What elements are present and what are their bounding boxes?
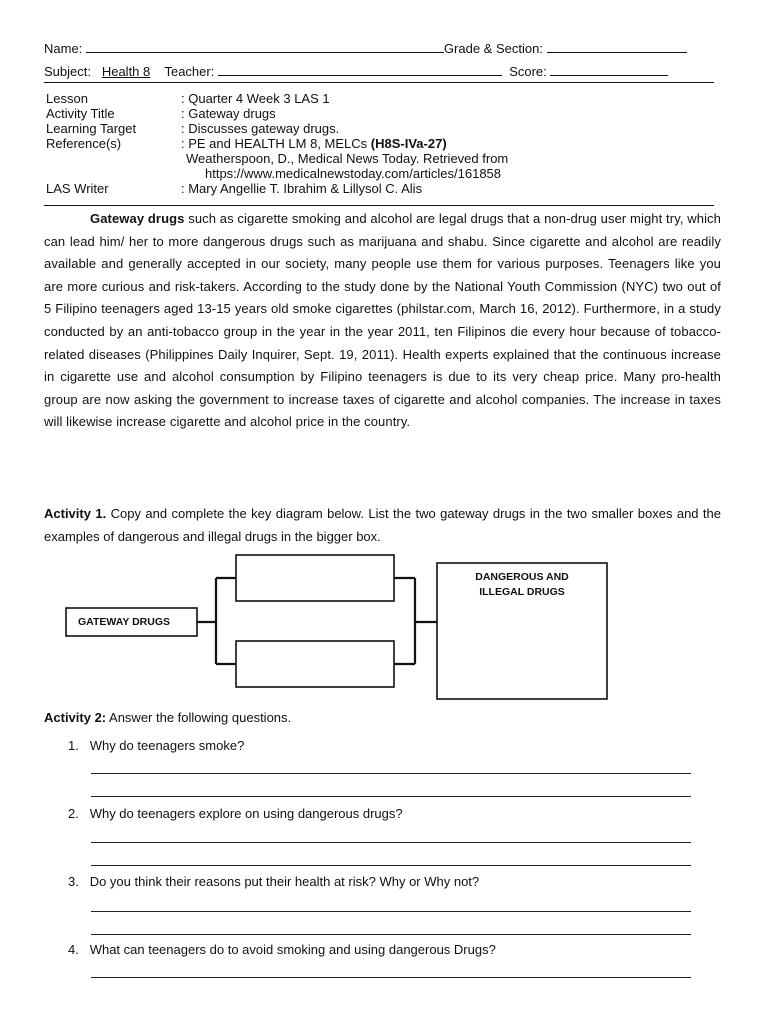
question-text: Why do teenagers explore on using dangerous drugs?	[89, 806, 403, 821]
lesson-value: : Quarter 4 Week 3 LAS 1	[181, 91, 330, 106]
question-text: Do you think their reasons put their health at risk? Why or Why not?	[89, 874, 480, 889]
references-value-1: : PE and HEALTH LM 8, MELCs	[181, 136, 368, 151]
dangerous-drugs-label-line1: DANGEROUS AND	[475, 571, 569, 583]
lesson-label: Lesson	[46, 91, 88, 106]
gateway-drug-box-2[interactable]	[236, 641, 394, 687]
answer-line[interactable]	[91, 773, 691, 774]
answer-line[interactable]	[91, 865, 691, 866]
question-number: 1.	[68, 738, 79, 753]
question-4	[68, 942, 496, 957]
dangerous-drugs-box[interactable]	[437, 563, 607, 699]
intro-bold-term: Gateway drugs	[90, 211, 185, 226]
question-text: Why do teenagers smoke?	[89, 738, 245, 753]
activity2-instructions	[44, 710, 291, 725]
question-number: 2.	[68, 806, 79, 821]
references-label: Reference(s)	[46, 136, 122, 151]
intro-body: such as cigarette smoking and alcohol are legal drugs that a non-drug user might try, which can lead him/ her to more dangerous drugs such as marijuana and shabu. Since cigarette and alcohol are readily available and generally accepted in our society, many people use them for various purposes. Teenagers like you are more curious and risk-takers. According to the study done by the National Youth Commission (NYC) two out of 5 Filipino teenagers aged 13-15 years old smoke cigarettes (philstar.com, March 16, 2012). Furthermore, in a study conducted by an anti-tobacco group in the year in the year 2011, ten Filipinos die every hour because of tobacco-related diseases (Philippines Daily Inquirer, Sept. 19, 2011). Health experts explained that the continuous increase in cigarette use and alcohol consumption by Filipino teenagers is due to its very cheap price. Many pro-health group are now asking the government to increase taxes of cigarette and alcohol companies. The increase in taxes will likewise increase cigarette and alcohol price in the country.	[44, 211, 721, 430]
references-line-2: Weatherspoon, D., Medical News Today. Retrieved from	[186, 151, 509, 166]
learning-target-value: : Discusses gateway drugs.	[181, 121, 340, 136]
question-text: What can teenagers do to avoid smoking and using dangerous Drugs?	[89, 942, 496, 957]
activity-title-value: : Gateway drugs	[181, 106, 276, 121]
answer-line[interactable]	[91, 842, 691, 843]
subject-value: Health 8	[101, 64, 151, 79]
name-label: Name:	[44, 41, 83, 56]
learning-target-label: Learning Target	[46, 121, 137, 136]
answer-line[interactable]	[91, 911, 691, 912]
teacher-label: Teacher:	[164, 64, 215, 79]
references-link[interactable]: https://www.medicalnewstoday.com/articles/161858	[205, 166, 502, 181]
question-number: 4.	[68, 942, 79, 957]
activity1-label: Activity 1.	[44, 506, 107, 521]
activity-title-label: Activity Title	[46, 106, 115, 121]
answer-line[interactable]	[91, 934, 691, 935]
gateway-drugs-label: GATEWAY DRUGS	[78, 616, 170, 628]
activity2-text: Answer the following questions.	[106, 710, 292, 725]
dangerous-drugs-label-line2: ILLEGAL DRUGS	[479, 586, 565, 598]
answer-line[interactable]	[91, 796, 691, 797]
writer-label: LAS Writer	[46, 181, 109, 196]
activity2-label: Activity 2:	[44, 710, 107, 725]
score-label: Score:	[509, 64, 547, 79]
question-1	[68, 738, 244, 753]
gateway-drug-box-1[interactable]	[236, 555, 394, 601]
question-3	[68, 874, 479, 889]
references-code: (H8S-IVa-27)	[370, 136, 447, 151]
answer-line[interactable]	[91, 977, 691, 978]
activity1-text: Copy and complete the key diagram below. List the two gateway drugs in the two smaller boxes and the examples of dangerous and illegal drugs in the bigger box.	[44, 506, 722, 544]
question-number: 3.	[68, 874, 79, 889]
grade-section-label: Grade & Section:	[443, 41, 543, 56]
subject-label: Subject:	[44, 64, 91, 79]
question-2	[68, 806, 403, 821]
writer-value: : Mary Angellie T. Ibrahim & Lillysol C. Alis	[181, 181, 423, 196]
